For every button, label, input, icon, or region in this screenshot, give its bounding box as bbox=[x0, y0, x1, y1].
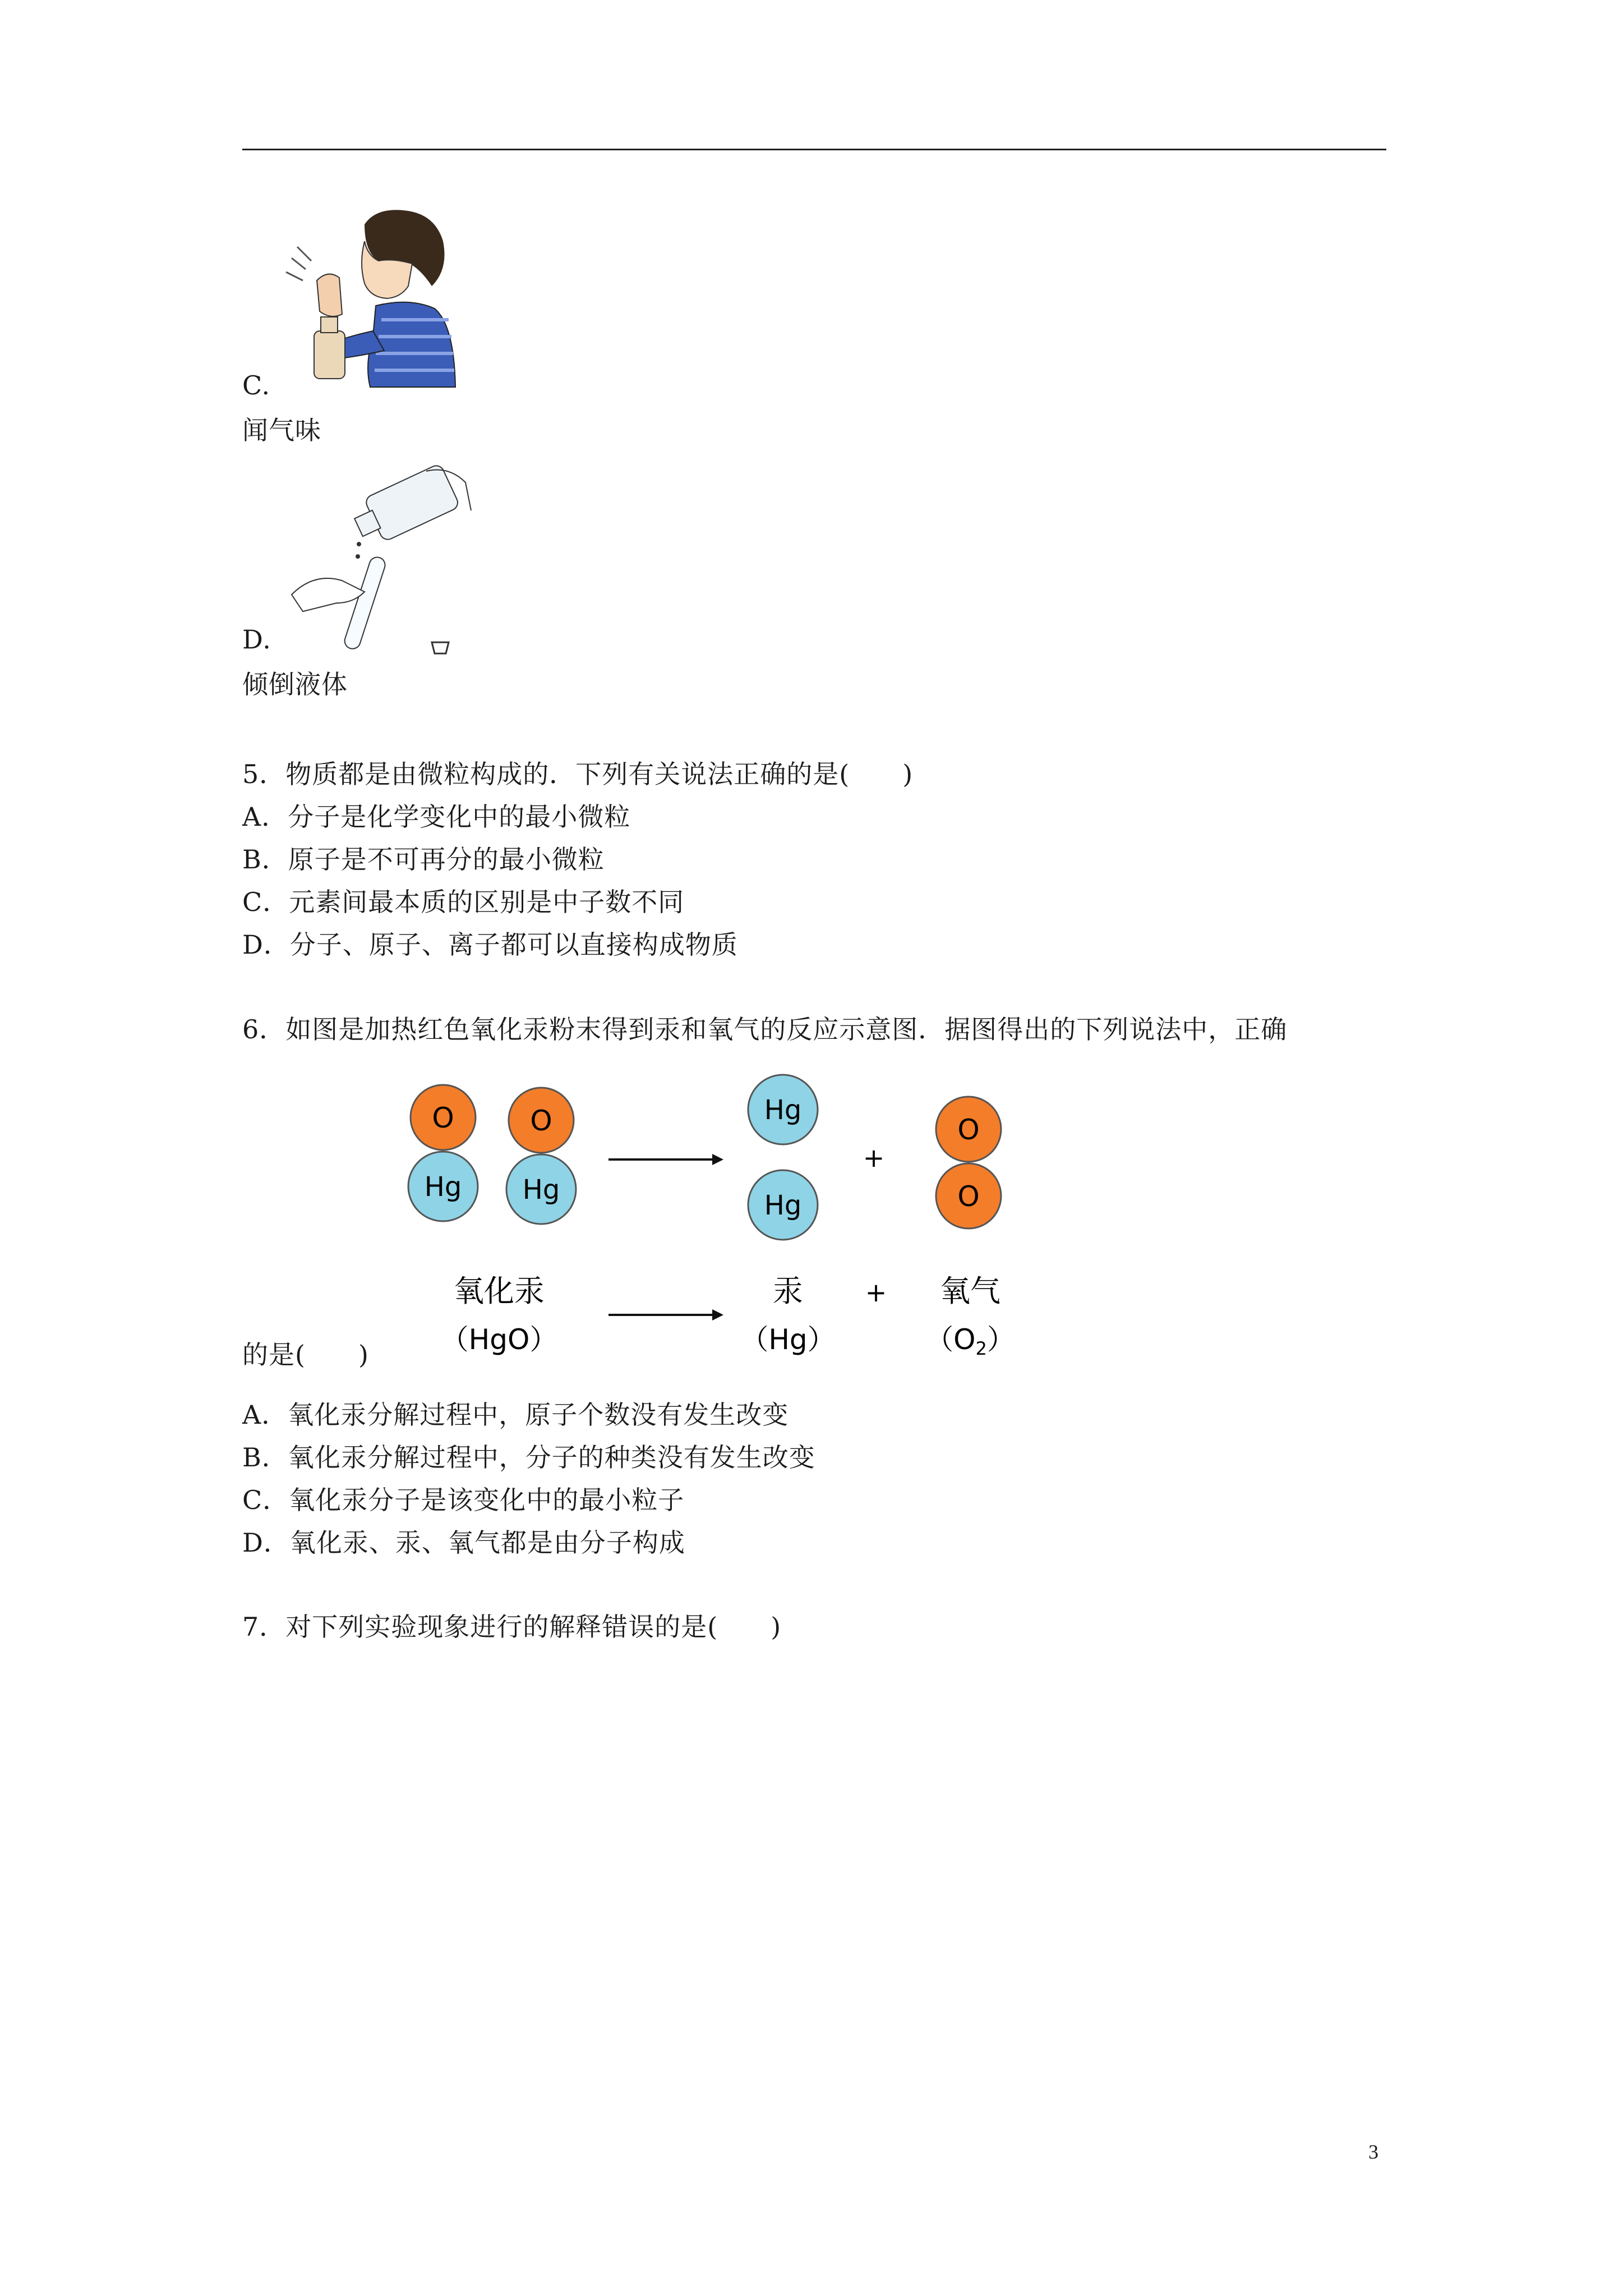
plus-sign: + bbox=[863, 1143, 885, 1173]
reaction-diagram bbox=[393, 1066, 1077, 1380]
plus-sign: + bbox=[865, 1277, 887, 1308]
atom-label: O bbox=[957, 1180, 980, 1213]
q6-stem-end: 的是( ) bbox=[242, 1340, 369, 1370]
product2-formula: $(O_2)$ bbox=[925, 1323, 1015, 1359]
atom-label: O bbox=[530, 1105, 552, 1137]
product1-formula: （Hg） bbox=[740, 1323, 836, 1356]
product1-name: 汞 bbox=[773, 1273, 803, 1309]
header-rule bbox=[242, 149, 1386, 150]
pouring-liquid-into-test-tube-icon bbox=[280, 460, 482, 662]
q5-option-b: B．原子是不可再分的最小微粒 bbox=[242, 844, 605, 875]
page-number: 3 bbox=[1368, 2141, 1378, 2163]
q5-option-c: C．元素间最本质的区别是中子数不同 bbox=[242, 887, 685, 917]
atom-label: O bbox=[957, 1114, 980, 1146]
q6-option-a: A．氧化汞分解过程中，原子个数没有发生改变 bbox=[242, 1400, 789, 1430]
atom-label: Hg bbox=[764, 1094, 802, 1126]
q6-option-b: B．氧化汞分解过程中，分子的种类没有发生改变 bbox=[242, 1442, 815, 1473]
atom-label: Hg bbox=[424, 1171, 462, 1203]
option-c-caption: 闻气味 bbox=[242, 415, 321, 445]
q6-option-d: D．氧化汞、汞、氧气都是由分子构成 bbox=[242, 1527, 685, 1558]
person-smelling-bottle-icon bbox=[280, 202, 471, 393]
atom-label: Hg bbox=[764, 1190, 802, 1221]
atom-label: O bbox=[432, 1102, 454, 1134]
q7-stem: 7．对下列实验现象进行的解释错误的是( ) bbox=[242, 1612, 782, 1642]
q6-stem: 6．如图是加热红色氧化汞粉末得到汞和氧气的反应示意图．据图得出的下列说法中，正确 bbox=[242, 1014, 1288, 1045]
q6-option-c: C．氧化汞分子是该变化中的最小粒子 bbox=[242, 1485, 685, 1515]
reactant-formula: （HgO） bbox=[440, 1323, 558, 1356]
q5-option-d: D．分子、原子、离子都可以直接构成物质 bbox=[242, 930, 738, 960]
option-d-caption: 倾倒液体 bbox=[242, 669, 348, 700]
atom-label: Hg bbox=[522, 1174, 560, 1205]
q5-option-a: A．分子是化学变化中的最小微粒 bbox=[242, 802, 631, 832]
option-c-letter: C. bbox=[242, 370, 271, 401]
q5-stem: 5．物质都是由微粒构成的．下列有关说法正确的是( ) bbox=[242, 759, 914, 789]
option-d-letter: D. bbox=[242, 624, 271, 655]
product2-name: 氧气 bbox=[940, 1273, 1000, 1309]
reactant-name: 氧化汞 bbox=[454, 1273, 545, 1309]
